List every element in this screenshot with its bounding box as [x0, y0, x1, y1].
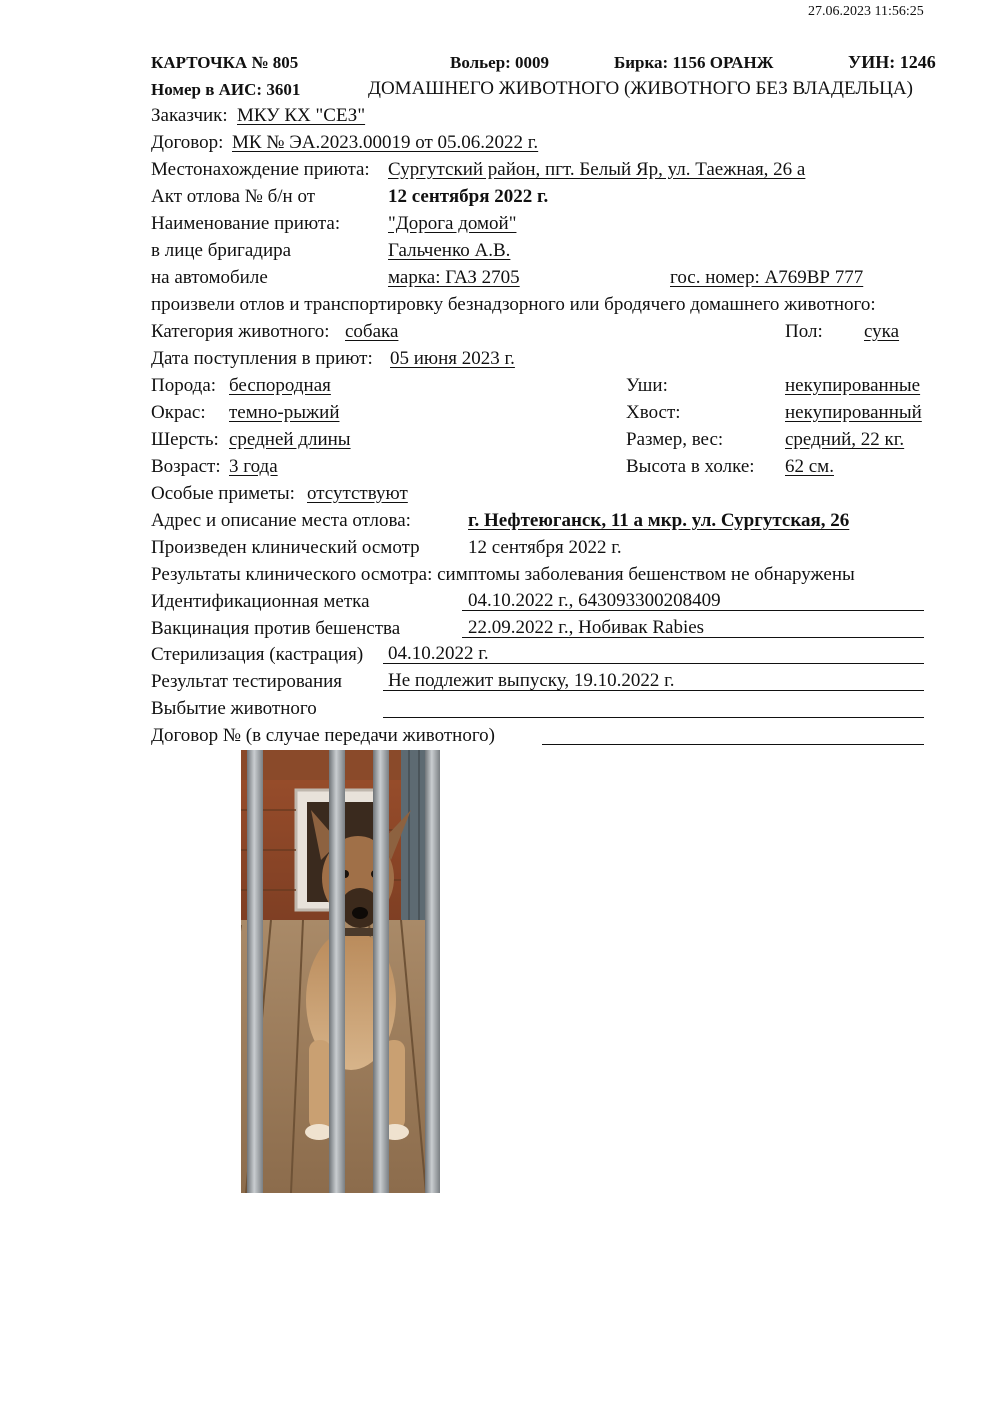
height-value: 62 см. [785, 456, 834, 477]
id-label: Идентификационная метка [151, 591, 370, 612]
steril-underline [383, 663, 924, 664]
address-value: г. Нефтеюганск, 11 а мкр. ул. Сургутская, 26 [468, 510, 850, 531]
contract-label: Договор: [151, 132, 224, 153]
fur-label: Шерсть: [151, 429, 219, 450]
exam-date: 12 сентября 2022 г. [468, 537, 622, 558]
id-underline [462, 610, 924, 611]
card-number: КАРТОЧКА № 805 [151, 53, 299, 72]
category-value: собака [345, 321, 399, 342]
customer-value: МКУ КХ "СЕЗ" [237, 105, 366, 126]
transfer-label: Договор № (в случае передачи животного) [151, 725, 495, 746]
shelter-label: Наименование приюта: [151, 213, 341, 234]
ais-number: Номер в АИС: 3601 [151, 80, 301, 99]
age-value: 3 года [229, 456, 278, 477]
tail-value: некупированный [785, 402, 922, 423]
animal-photo [241, 750, 440, 1193]
marks-value: отсутствуют [307, 483, 408, 504]
marks-label: Особые приметы: [151, 483, 295, 504]
test-value: Не подлежит выпуску, 19.10.2022 г. [388, 670, 675, 691]
performed-text: произвели отлов и транспортировку безнадзорного или бродячего домашнего животного: [151, 294, 876, 315]
sex-label: Пол: [785, 321, 823, 342]
arrival-label: Дата поступления в приют: [151, 348, 373, 369]
arrival-value: 05 июня 2023 г. [390, 348, 515, 369]
height-label: Высота в холке: [626, 456, 755, 477]
card-title: ДОМАШНЕГО ЖИВОТНОГО (ЖИВОТНОГО БЕЗ ВЛАДЕЛЬЦА) [368, 78, 913, 99]
car-label: на автомобиле [151, 267, 268, 288]
sex-value: сука [864, 321, 900, 342]
location-label: Местонахождение приюта: [151, 159, 370, 180]
breed-value: беспородная [229, 375, 331, 396]
act-label: Акт отлова № б/н от [151, 186, 316, 207]
shelter-value: "Дорога домой" [388, 213, 517, 234]
vacc-label: Вакцинация против бешенства [151, 618, 401, 639]
fur-value: средней длины [229, 429, 351, 450]
vacc-value: 22.09.2022 г., Нобивак Rabies [468, 617, 705, 638]
car-number: гос. номер: А769ВР 777 [670, 267, 864, 288]
steril-value: 04.10.2022 г. [388, 643, 489, 664]
enclosure-number: Вольер: 0009 [450, 53, 550, 72]
color-label: Окрас: [151, 402, 206, 423]
car-model: марка: ГАЗ 2705 [388, 267, 520, 288]
test-label: Результат тестирования [151, 671, 343, 692]
size-value: средний, 22 кг. [785, 429, 905, 450]
uin-number: УИН: 1246 [848, 52, 936, 72]
customer-label: Заказчик: [151, 105, 228, 126]
tag-number: Бирка: 1156 ОРАНЖ [614, 53, 774, 72]
foreman-value: Гальченко А.В. [388, 240, 511, 261]
ears-label: Уши: [626, 375, 668, 396]
exit-underline [383, 717, 924, 718]
exit-label: Выбытие животного [151, 698, 317, 719]
test-underline [383, 690, 924, 691]
transfer-underline [542, 744, 924, 745]
exam-result: Результаты клинического осмотра: симптомы заболевания бешенством не обнаружены [151, 564, 855, 585]
location-value: Сургутский район, пгт. Белый Яр, ул. Таежная, 26 а [388, 159, 806, 180]
age-label: Возраст: [151, 456, 221, 477]
breed-label: Порода: [151, 375, 217, 396]
steril-label: Стерилизация (кастрация) [151, 644, 364, 665]
contract-value: МК № ЭА.2023.00019 от 05.06.2022 г. [232, 132, 539, 153]
address-label: Адрес и описание места отлова: [151, 510, 411, 531]
vacc-underline [462, 637, 924, 638]
act-date: 12 сентября 2022 г. [388, 186, 549, 207]
id-value: 04.10.2022 г., 643093300208409 [468, 590, 721, 611]
ears-value: некупированные [785, 375, 921, 396]
color-value: темно-рыжий [229, 402, 340, 423]
category-label: Категория животного: [151, 321, 330, 342]
tail-label: Хвост: [626, 402, 681, 423]
print-timestamp: 27.06.2023 11:56:25 [808, 4, 924, 19]
exam-label: Произведен клинический осмотр [151, 537, 420, 558]
foreman-label: в лице бригадира [151, 240, 292, 261]
size-label: Размер, вес: [626, 429, 724, 450]
